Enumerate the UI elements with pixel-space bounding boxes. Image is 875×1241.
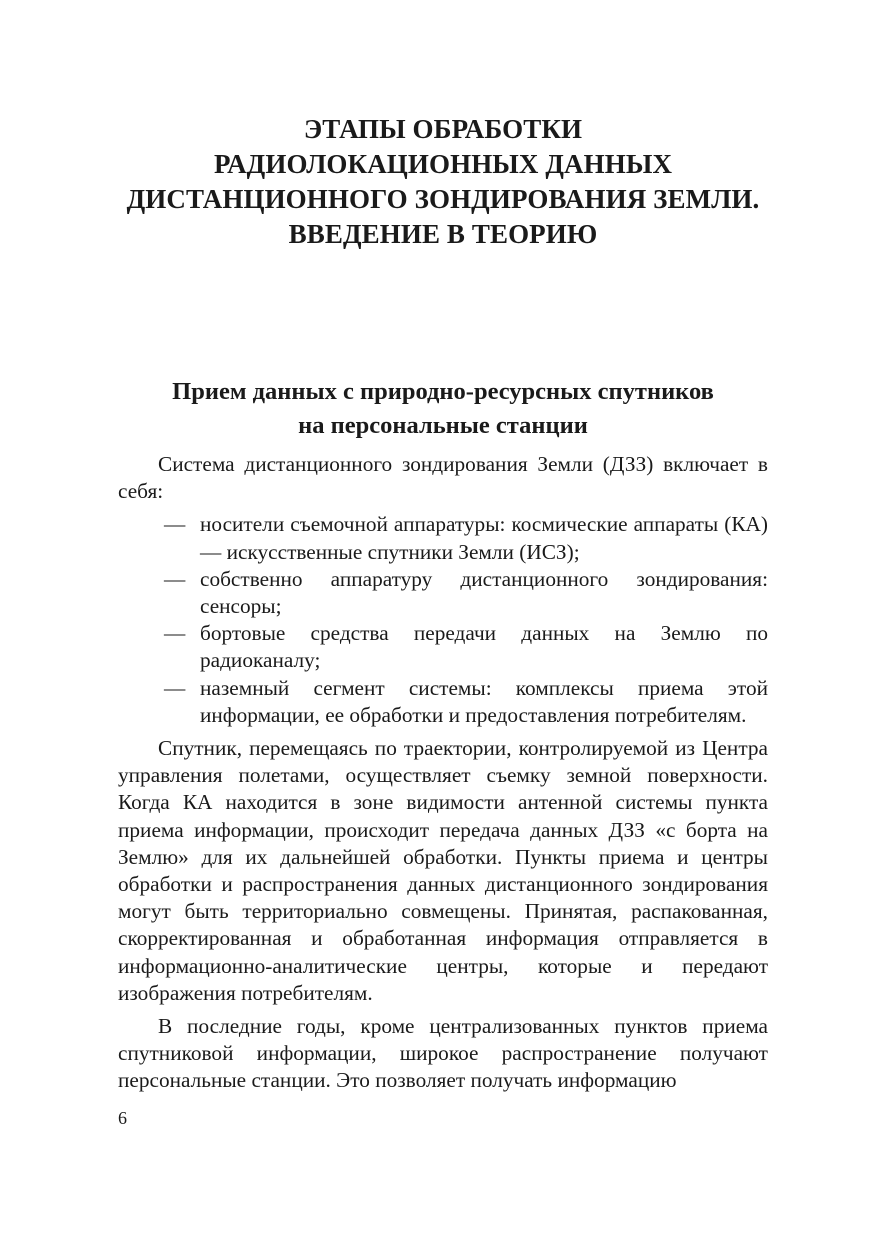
- chapter-title-line: ВВЕДЕНИЕ В ТЕОРИЮ: [288, 219, 598, 249]
- list-item: [164, 566, 768, 620]
- list-item: [164, 675, 768, 729]
- section-title-line: Прием данных с природно-ресурсных спутников: [172, 378, 714, 405]
- body-text: [118, 451, 768, 1101]
- list-item-text: носители съемочной аппаратуры: космические аппараты (КА) — искусственные спутники Земли (ИСЗ);: [200, 512, 768, 564]
- intro-paragraph: Система дистанционного зондирования Земли (ДЗЗ) включает в себя:: [118, 452, 768, 504]
- section-title-line: на персональные станции: [298, 412, 588, 439]
- components-list: [118, 511, 768, 729]
- chapter-title-line: ДИСТАНЦИОННОГО ЗОНДИРОВАНИЯ ЗЕМЛИ.: [126, 184, 760, 214]
- dash-marker: —: [164, 566, 186, 591]
- chapter-title: [118, 112, 768, 252]
- dash-marker: —: [164, 621, 186, 646]
- dash-marker: —: [164, 512, 186, 537]
- page-number: 6: [118, 1108, 127, 1128]
- list-item-text: наземный сегмент системы: комплексы приема этой информации, ее обработки и предоставления потребителям.: [200, 675, 768, 727]
- list-item: [164, 620, 768, 674]
- list-item: [164, 511, 768, 565]
- section-title: [118, 375, 768, 443]
- paragraph: В последние годы, кроме централизованных пунктов приема спутниковой информации, широкое распространение получают персональные станции. Это позволяет получать информацию: [118, 1014, 768, 1093]
- chapter-title-line: РАДИОЛОКАЦИОННЫХ ДАННЫХ: [213, 149, 673, 179]
- list-item-text: бортовые средства передачи данных на Землю по радиоканалу;: [200, 621, 768, 673]
- chapter-title-line: ЭТАПЫ ОБРАБОТКИ: [303, 114, 583, 144]
- list-item-text: собственно аппаратуру дистанционного зондирования: сенсоры;: [200, 566, 768, 619]
- dash-marker: —: [164, 675, 186, 700]
- paragraph: Спутник, перемещаясь по траектории, контролируемой из Центра управления полетами, осуществляет съемку земной поверхности. Когда КА находится в зоне видимости антенной системы пункта приема информации, происходит передача данных ДЗЗ «с борта на Землю» для их дальнейшей обработки. Пункты приема и центры обработки и распространения данных дистанционного зондирования могут быть территориально совмещены. Принятая, распакованная, скорректированная и обработанная информация отправляется в информационно-аналитические центры, которые и передают изображения потребителям.: [118, 736, 768, 1005]
